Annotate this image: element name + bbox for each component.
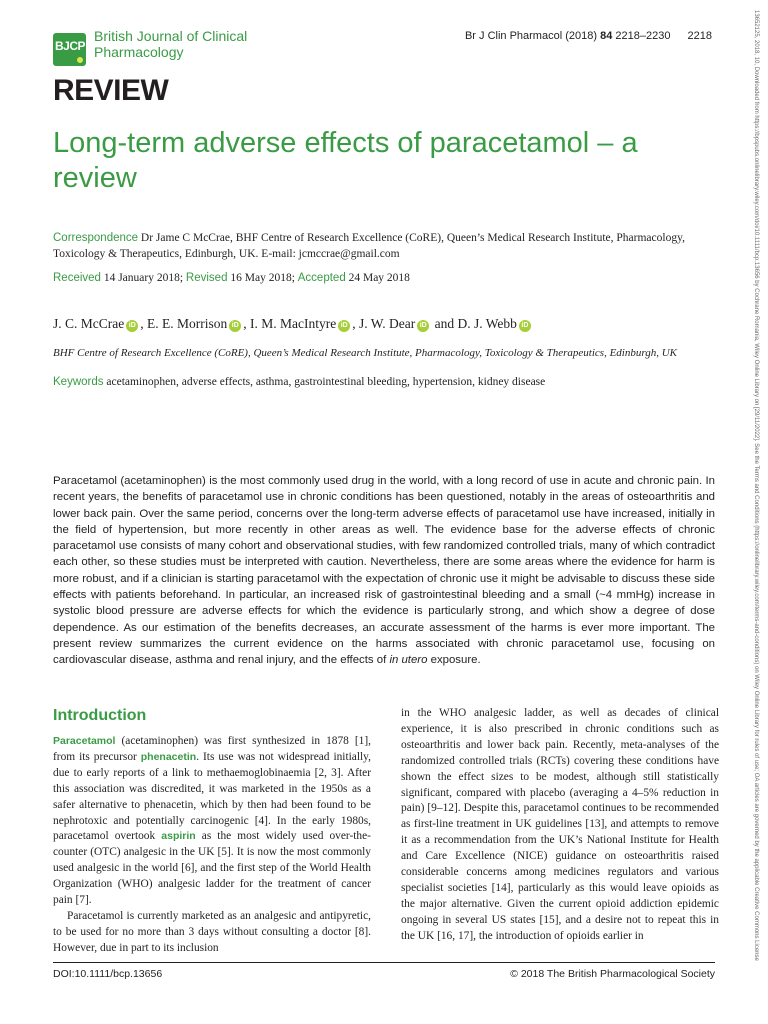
accepted-date: 24 May 2018 [348,272,410,284]
keywords-text: acetaminophen, adverse effects, asthma, gastrointestinal bleeding, hypertension, kidney disease [106,376,546,388]
correspondence-text: Dr Jame C McCrae, BHF Centre of Research Excellence (CoRE), Queen’s Medical Research Institute, Pharmacology, Toxicology & Therapeutics, Edinburgh, UK. E-mail: jcmccrae@gmail.com [53,232,685,260]
citation [465,30,712,42]
keywords [53,374,713,390]
author-name: J. W. Dear [358,316,416,331]
intro-paragraph-2: Paracetamol is currently marketed as an analgesic and antipyretic, to be used for no more than 3 days without consulting a doctor [8]. However, due in part to its inclusion [53,909,371,954]
journal-name [94,28,247,60]
drug-link-paracetamol[interactable]: Paracetamol [53,735,116,747]
received-label: Received [53,272,101,284]
intro-paragraph-1 [53,734,371,909]
download-notice [752,10,762,1010]
body-column-left [53,706,371,957]
intro-p1-part-c: as the most widely used over-the-counter (OTC) analgesic in the UK [5]. It is now the most commonly used analgesic in the world [6], and the first step of the World Health Organization (WHO) analgesic ladder for the treatment of cancer pain [7]. [53,830,371,907]
intro-paragraph-3: in the WHO analgesic ladder, as well as decades of clinical experience, it is also prescribed in chronic conditions such as osteoarthritis and lower back pain. Recently, meta-analyses of the randomized controlled trials (RCTs) covering these conditions have shown the effect sizes to be modest, although still statistically significant, compared with placebo (averaging a 4–5% reduction in pain) [9–12]. Despite this, paracetamol continues to be recommended as first-line treatment in UK guidelines [13], and attempts to remove it as a recommendation from the UK’s National Institute for Health and Care Excellence (NICE) guidance on osteoarthritis raised considerable concerns among medicines regulators and various specialist societies [14], particularly as this would leave opioids as the major alternative. Given the current opioid addiction epidemic ongoing in several US states [15], and a desire not to repeat this in the UK [16, 17], the introduction of opioids earlier in [401,707,719,942]
footer-divider [53,962,715,963]
abstract-text: Paracetamol (acetaminophen) is the most commonly used drug in the world, with a long record of use in acute and chronic pain. In recent years, the benefits of paracetamol use in chronic conditions has been questioned, notably in the areas of osteoarthritis and lower back pain. Over the same period, concerns over the long-term adverse effects of paracetamol use have increased, initially in the field of hypertension, but more recently in other areas as well. The evidence base for the adverse effects of chronic paracetamol use consists of many cohort and observational studies, with few randomized controlled trials, many of which contradict each other, so these studies must be interpreted with caution. Nevertheless, there are some areas where the evidence for harm is more robust, and if a clinician is starting paracetamol with the expectation of chronic use it might be advisable to discuss these side effects with patients beforehand. In particular, an increased risk of gastrointestinal bleeding and a small (~4 mmHg) increase in systolic blood pressure are adverse effects for which the evidence is particularly strong, and which show a degree of dose dependence. As our estimation of the benefits decreases, an accurate assessment of the harms is ever more important. The present review summarizes the current evidence on the harms associated with chronic paracetamol use, focusing on cardiovascular disease, asthma and renal injury, and the effects of [53,475,715,667]
article-title: Long-term adverse effects of paracetamol – a review [53,127,638,194]
body-column-right [401,706,719,945]
drug-link-aspirin[interactable]: aspirin [161,830,196,843]
abstract-end: exposure. [430,654,481,667]
journal-name-line2: Pharmacology [94,44,184,60]
accepted-label: Accepted [297,272,346,284]
author-name: E. E. Morrison [147,316,228,331]
author-name: J. C. McCrae [53,316,125,331]
copyright: © 2018 The British Pharmacological Society [510,968,715,980]
logo-dot-icon [77,57,83,63]
abstract-italic: in utero [389,654,428,667]
page-number: 2218 [687,30,712,42]
orcid-icon[interactable]: iD [126,320,138,332]
intro-p1-part-a: (acetaminophen) was first synthesized in 1878 [1], from its precursor [53,735,371,763]
citation-journal: Br J Clin Pharmacol (2018) [464,30,598,42]
received-date: 14 January 2018; [103,272,184,284]
article-type: REVIEW [53,74,169,107]
logo-text: BJCP [55,39,86,53]
intro-p1-part-b: . Its use was not widespread initially, due to early reports of a link to methaemoglobinaemia [2, 3]. After this association was discredited, it was marketed in the 1950s as a safer alternative to phenacetin, which by then had been found to be nephrotoxic and potentially carcinogenic [4]. In the early 1980s, paracetamol overtook [53,750,371,843]
download-notice-text: 13652125, 2018, 10, Downloaded from https://bpspubs.onlinelibrary.wiley.com/doi/10.1111/bcp.13656 by Cochrane Romania, Wiley Online Library on [29/11/2022]. See the Terms and Conditions (https://onlinelibrary.wiley.com/terms-and-conditions) on Wiley Online Library for rules of use; OA articles are governed by the applicable Creative Commons License [753,10,759,961]
citation-pages: 2218–2230 [615,30,671,42]
revised-date: 16 May 2018; [230,272,295,284]
journal-name-line1: British Journal of Clinical [94,28,248,44]
section-heading-introduction: Introduction [53,707,147,724]
and-text: and [434,316,455,331]
orcid-icon[interactable]: iD [229,320,241,332]
drug-link-phenacetin[interactable]: phenacetin [140,750,197,763]
abstract [53,473,715,669]
article-dates [53,270,713,286]
correspondence-label: Correspondence [53,232,139,244]
doi[interactable]: DOI:10.1111/bcp.13656 [53,968,163,980]
author-list: J. C. McCrae iD , E. E. Morrison iD , I. M. MacIntyre iD , J. W. Dear iD and D. J. Webb iD [53,316,533,332]
orcid-icon[interactable]: iD [519,320,531,332]
correspondence [53,230,713,262]
orcid-icon[interactable]: iD [417,320,429,332]
affiliation: BHF Centre of Research Excellence (CoRE), Queen’s Medical Research Institute, Pharmacology, Toxicology & Therapeutics, Edinburgh, UK [53,347,678,359]
journal-logo [53,33,86,66]
author-name: I. M. MacIntyre [250,316,337,331]
orcid-icon[interactable]: iD [338,320,350,332]
keywords-label: Keywords [53,376,104,388]
author-name: D. J. Webb [457,316,517,331]
citation-volume: 84 [600,30,613,42]
revised-label: Revised [185,272,228,284]
